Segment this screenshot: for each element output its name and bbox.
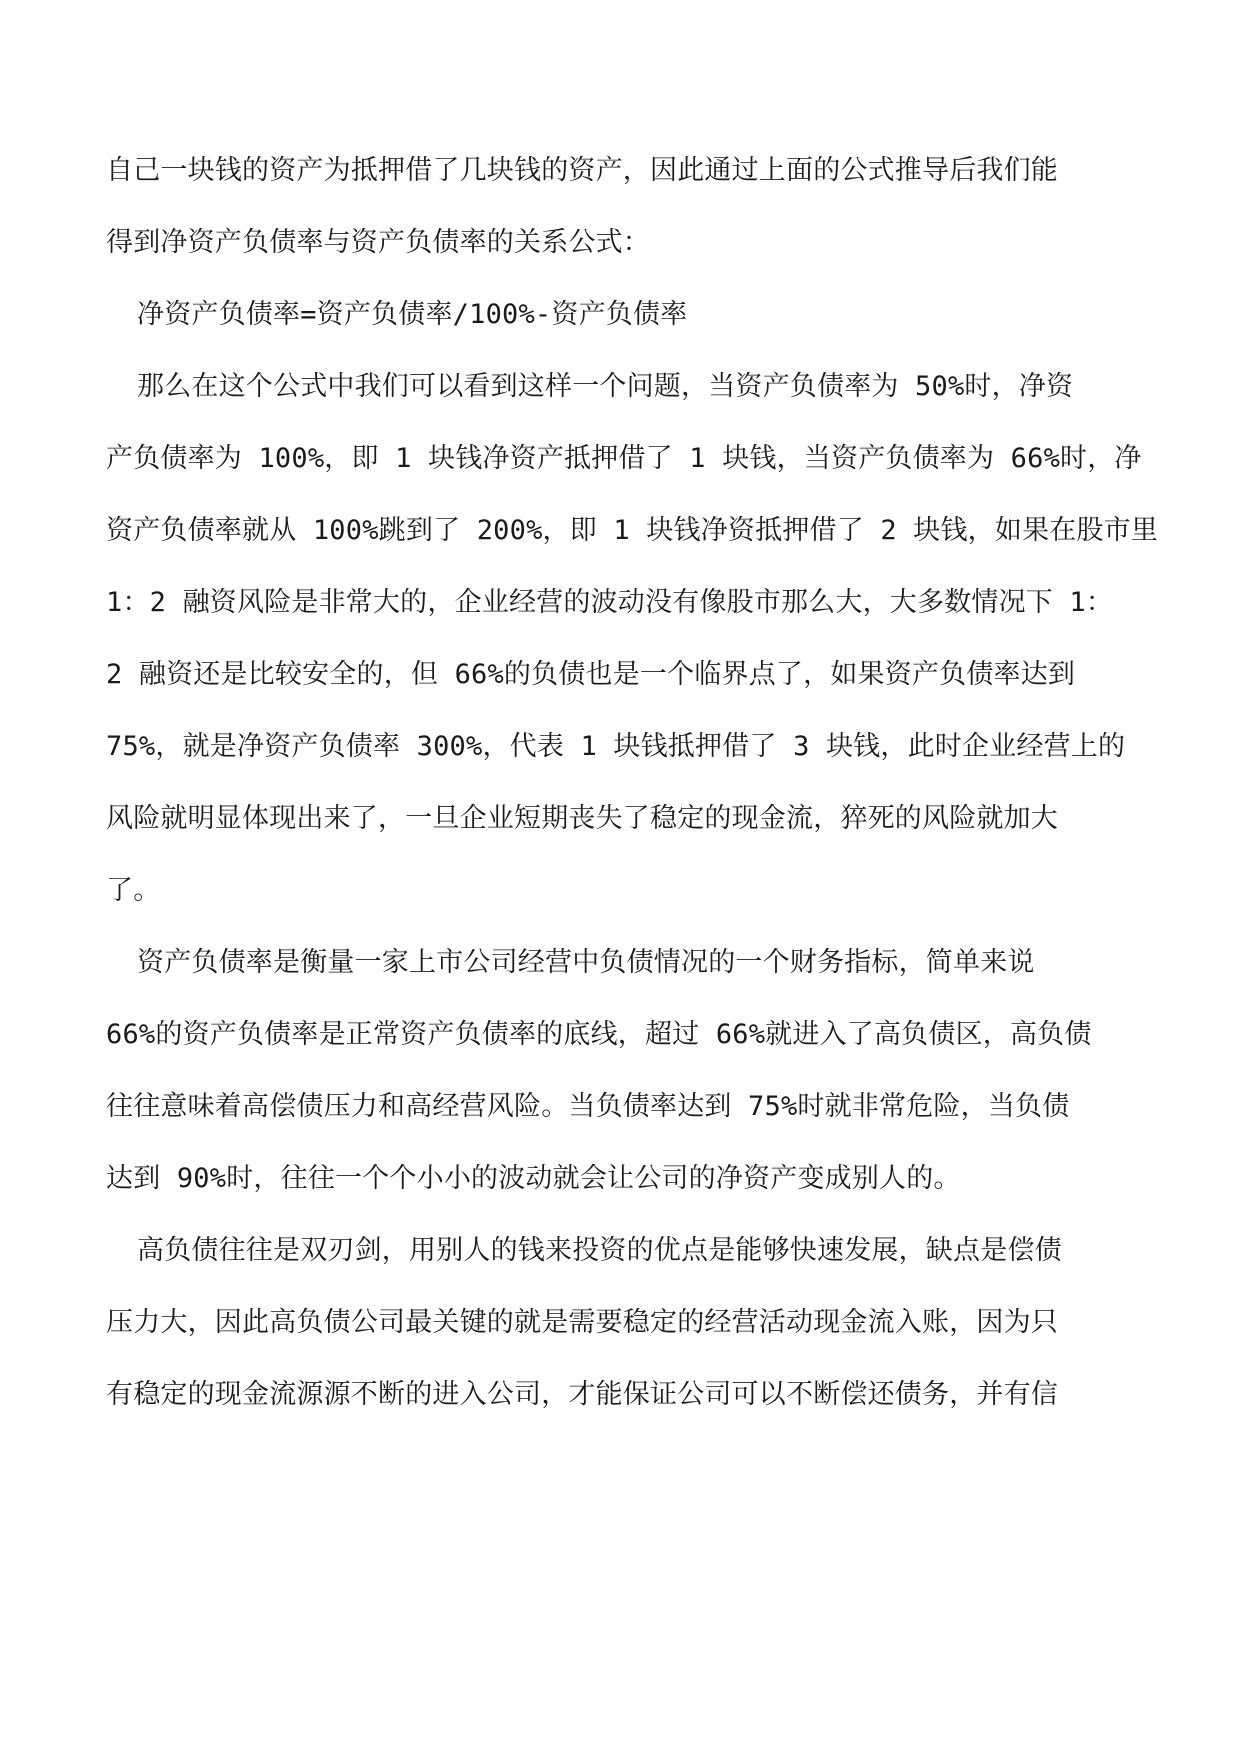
text-line: 产负债率为 100%，即 1 块钱净资产抵押借了 1 块钱，当资产负债率为 66%时，净 (106, 443, 1142, 474)
text-line: 2 融资还是比较安全的，但 66%的负债也是一个临界点了，如果资产负债率达到 (106, 659, 1076, 690)
text-line: 66%的资产负债率是正常资产负债率的底线，超过 66%就进入了高负债区，高负债 (106, 1019, 1092, 1050)
text-line: 达到 90%时，往往一个个小小的波动就会让公司的净资产变成别人的。 (106, 1163, 961, 1194)
paragraph-start-line: 资产负债率是衡量一家上市公司经营中负债情况的一个财务指标，简单来说 (137, 947, 1035, 978)
text-line: 自己一块钱的资产为抵押借了几块钱的资产，因此通过上面的公式推导后我们能 (106, 155, 1058, 186)
text-line: 得到净资产负债率与资产负债率的关系公式： (106, 227, 650, 258)
text-line: 75%，就是净资产负债率 300%，代表 1 块钱抵押借了 3 块钱，此时企业经营上的 (106, 731, 1126, 762)
text-line: 往往意味着高偿债压力和高经营风险。当负债率达到 75%时就非常危险，当负债 (106, 1091, 1070, 1122)
text-line: 风险就明显体现出来了，一旦企业短期丧失了稳定的现金流，猝死的风险就加大 (106, 803, 1058, 834)
formula-line: 净资产负债率=资产负债率/100%-资产负债率 (137, 299, 688, 330)
text-line: 资产负债率就从 100%跳到了 200%，即 1 块钱净资抵押借了 2 块钱，如果在股市里 (106, 515, 1159, 546)
text-line: 有稳定的现金流源源不断的进入公司，才能保证公司可以不断偿还债务，并有信 (106, 1379, 1058, 1410)
text-line: 了。 (106, 875, 161, 906)
text-line: 1：2 融资风险是非常大的，企业经营的波动没有像股市那么大，大多数情况下 1： (106, 587, 1114, 618)
paragraph-start-line: 高负债往往是双刃剑，用别人的钱来投资的优点是能够快速发展，缺点是偿债 (137, 1235, 1062, 1266)
text-line: 压力大，因此高负债公司最关键的就是需要稳定的经营活动现金流入账，因为只 (106, 1307, 1058, 1338)
paragraph-start-line: 那么在这个公式中我们可以看到这样一个问题，当资产负债率为 50%时，净资 (137, 371, 1074, 402)
